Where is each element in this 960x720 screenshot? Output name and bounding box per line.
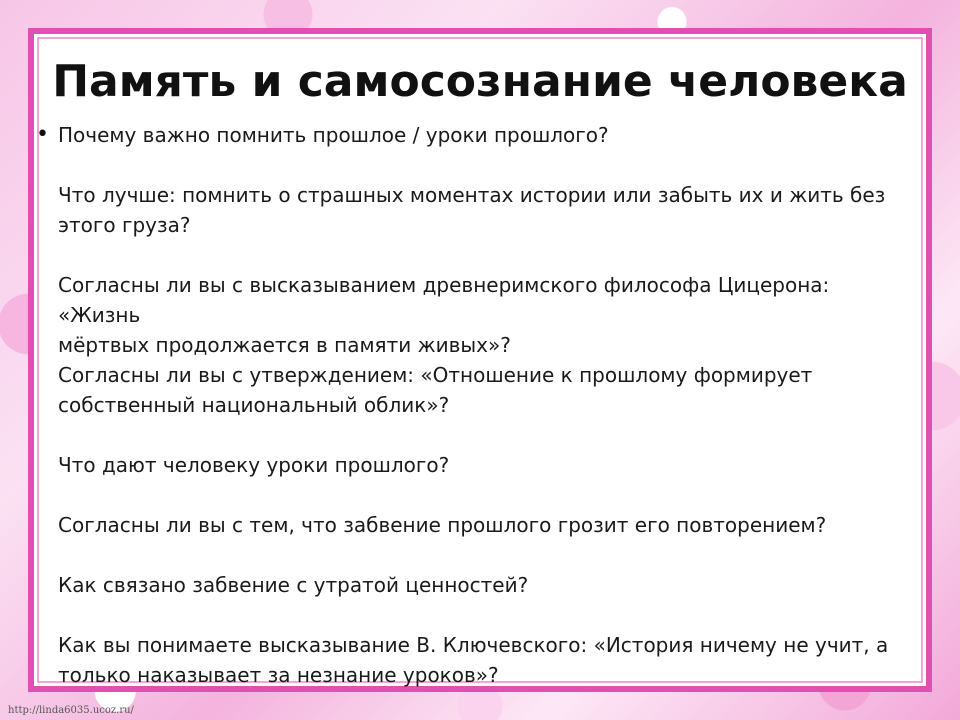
question-item: Согласны ли вы с утверждением: «Отношение к прошлому формирует собственный национальный облик»?	[58, 363, 813, 417]
bullet-icon: •	[36, 122, 49, 147]
question-item: Почему важно помнить прошлое / уроки прошлого?	[58, 123, 609, 147]
question-item: Что дают человеку уроки прошлого?	[58, 453, 450, 477]
question-item: Что лучше: помнить о страшных моментах истории или забыть их и жить без этого груза?	[58, 183, 886, 237]
slide-title: Память и самосознание человека	[52, 56, 908, 107]
question-item: Как связано забвение с утратой ценностей?	[58, 573, 529, 597]
question-item: Как вы понимаете высказывание В. Ключевского: «История ничему не учит, а только наказывает за незнание уроков»?	[58, 633, 889, 687]
question-item: Согласны ли вы с тем, что забвение прошлого грозит его повторением?	[58, 513, 827, 537]
question-item: Согласны ли вы с высказыванием древнеримского философа Цицерона: «Жизнь мёртвых продолжается в памяти живых»?	[58, 273, 830, 357]
footer-url[interactable]: http://linda6035.ucoz.ru/	[8, 705, 134, 716]
